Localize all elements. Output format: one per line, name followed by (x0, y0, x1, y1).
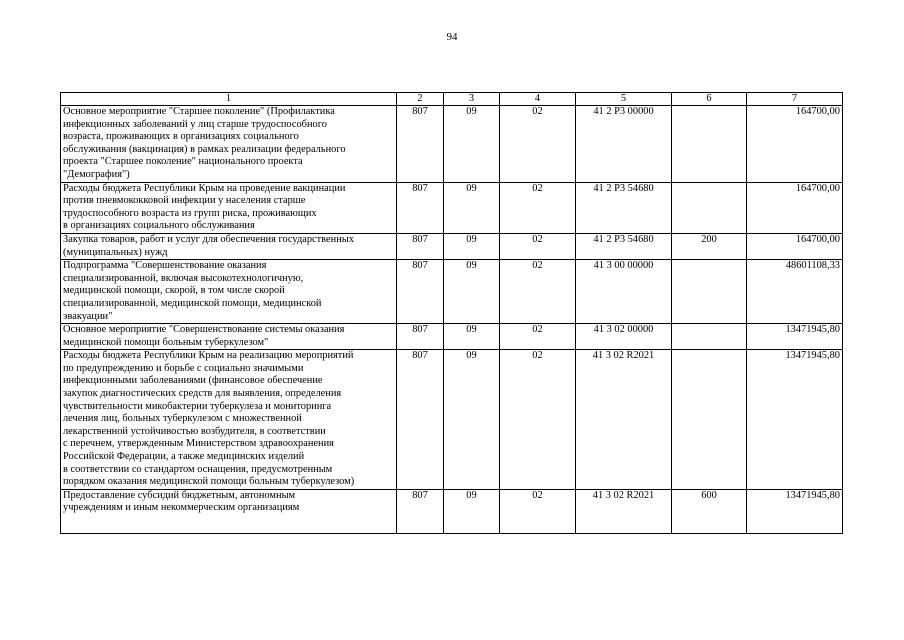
row-code-ministry: 807 (397, 350, 444, 490)
column-header: 3 (444, 93, 500, 106)
row-name: Расходы бюджета Республики Крым на проведение вакцинации против пневмококковой инфекции у населения старше трудоспособного возраста из групп риска, проживающих в организациях социального обслуживания (61, 182, 397, 233)
row-code-target: 41 2 P3 54680 (576, 182, 672, 233)
row-code-ministry: 807 (397, 324, 444, 350)
row-name: Закупка товаров, работ и услуг для обеспечения государственных (муниципальных) нужд (61, 233, 397, 259)
row-code-section: 09 (444, 182, 500, 233)
row-code-expense-type (672, 106, 747, 183)
table-row (61, 233, 843, 259)
row-code-ministry: 807 (397, 182, 444, 233)
row-code-target: 41 3 02 R2021 (576, 489, 672, 533)
row-code-expense-type (672, 182, 747, 233)
row-code-section: 09 (444, 489, 500, 533)
row-code-target: 41 3 02 R2021 (576, 350, 672, 490)
column-header: 5 (576, 93, 672, 106)
row-amount: 13471945,80 (747, 350, 843, 490)
row-code-expense-type (672, 350, 747, 490)
row-code-section: 09 (444, 324, 500, 350)
row-code-section: 09 (444, 260, 500, 324)
row-code-target: 41 3 02 00000 (576, 324, 672, 350)
row-amount: 164700,00 (747, 106, 843, 183)
row-code-subsection: 02 (500, 233, 576, 259)
row-amount: 164700,00 (747, 182, 843, 233)
row-code-ministry: 807 (397, 106, 444, 183)
row-code-ministry: 807 (397, 260, 444, 324)
row-code-subsection: 02 (500, 350, 576, 490)
row-code-expense-type (672, 324, 747, 350)
table-row (61, 489, 843, 533)
row-name: Подпрограмма "Совершенствование оказания специализированной, включая высокотехнологичную, медицинской помощи, скорой, в том числе скорой специализированной, медицинской помощи, медицинской эвакуации" (61, 260, 397, 324)
table-row (61, 260, 843, 324)
row-code-target: 41 3 00 00000 (576, 260, 672, 324)
row-name: Основное мероприятие "Совершенствование системы оказания медицинской помощи больным туберкулезом" (61, 324, 397, 350)
row-code-subsection: 02 (500, 182, 576, 233)
budget-table (60, 92, 843, 534)
row-amount: 13471945,80 (747, 489, 843, 533)
column-header: 2 (397, 93, 444, 106)
row-code-subsection: 02 (500, 106, 576, 183)
row-code-expense-type: 200 (672, 233, 747, 259)
row-code-subsection: 02 (500, 324, 576, 350)
row-code-expense-type (672, 260, 747, 324)
table-row (61, 182, 843, 233)
column-header: 7 (747, 93, 843, 106)
row-amount: 48601108,33 (747, 260, 843, 324)
row-code-expense-type: 600 (672, 489, 747, 533)
row-code-ministry: 807 (397, 489, 444, 533)
row-code-target: 41 2 P3 00000 (576, 106, 672, 183)
row-code-subsection: 02 (500, 260, 576, 324)
row-name: Предоставление субсидий бюджетным, автономным учреждениям и иным некоммерческим организациям (61, 489, 397, 533)
table-row (61, 350, 843, 490)
row-amount: 164700,00 (747, 233, 843, 259)
row-code-target: 41 2 P3 54680 (576, 233, 672, 259)
row-name: Основное мероприятие "Старшее поколение" (Профилактика инфекционных заболеваний у лиц старше трудоспособного возраста, проживающих в организациях социального обслуживания (вакцинация) в рамках реализации федерального проекта "Старшее поколение" национального проекта "Демография") (61, 106, 397, 183)
column-header: 6 (672, 93, 747, 106)
column-header: 1 (61, 93, 397, 106)
row-code-section: 09 (444, 106, 500, 183)
row-name: Расходы бюджета Республики Крым на реализацию мероприятий по предупреждению и борьбе с социально значимыми инфекционными заболеваниями (финансовое обеспечение закупок диагностических средств для выявления, определения чувствительности микобактерии туберкулеза и мониторинга лечения лиц, больных туберкулезом с множественной лекарственной устойчивостью возбудителя, в соответствии с перечнем, утвержденным Министерством здравоохранения Российской Федерации, а также медицинских изделий в соответствии со стандартом оснащения, предусмотренным порядком оказания медицинской помощи больным туберкулезом) (61, 350, 397, 490)
row-code-section: 09 (444, 233, 500, 259)
row-amount: 13471945,80 (747, 324, 843, 350)
table-row (61, 106, 843, 183)
row-code-subsection: 02 (500, 489, 576, 533)
row-code-section: 09 (444, 350, 500, 490)
page-number: 94 (446, 31, 458, 43)
column-header: 4 (500, 93, 576, 106)
header-row (61, 93, 843, 106)
table-row (61, 324, 843, 350)
row-code-ministry: 807 (397, 233, 444, 259)
